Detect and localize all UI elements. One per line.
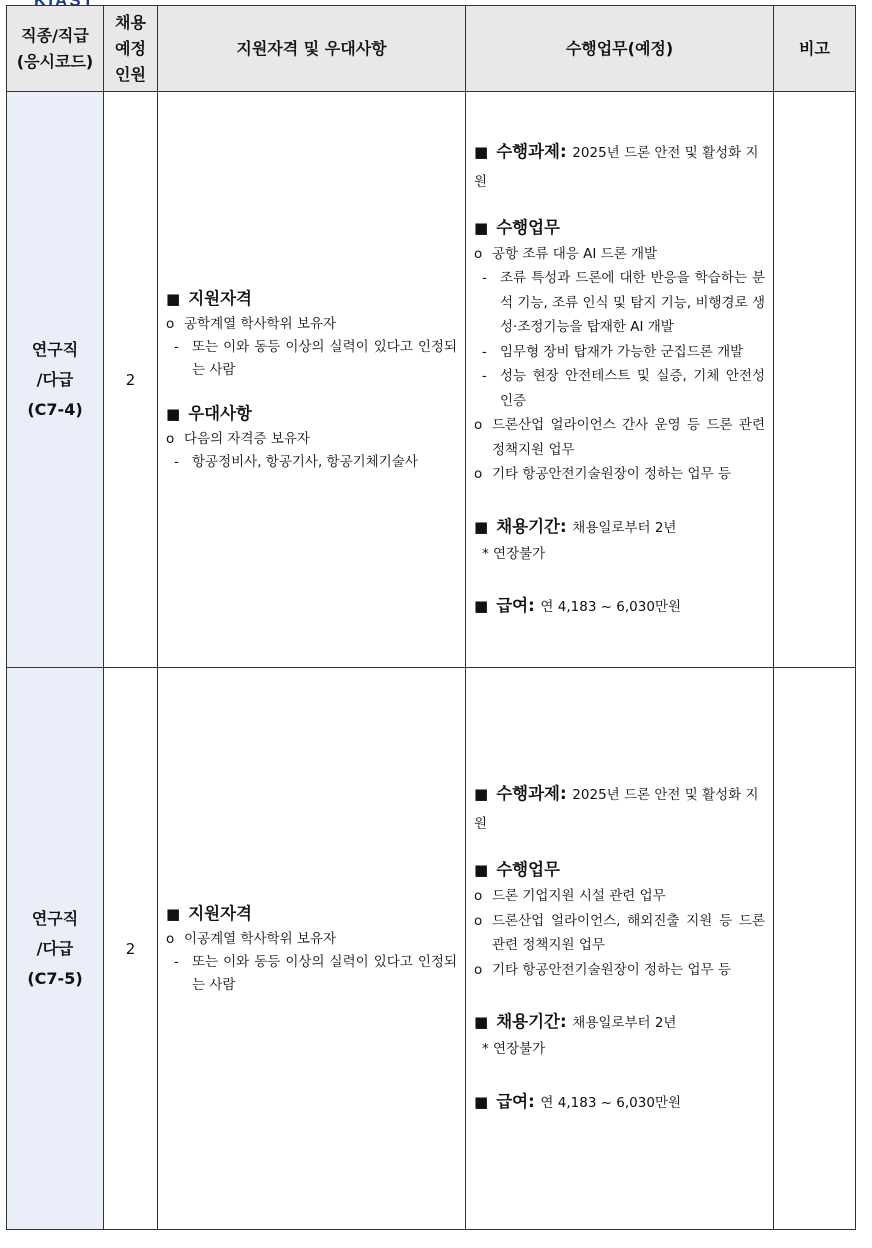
- header-duties: 수행업무(예정): [466, 6, 774, 92]
- header-qualifications: 지원자격 및 우대사항: [158, 6, 466, 92]
- headcount-cell: 2: [104, 668, 158, 1230]
- section-heading: ■ 지원자격: [166, 904, 252, 923]
- headcount-cell: 2: [104, 92, 158, 668]
- position-code-cell: 연구직 /다급 (C7-5): [7, 668, 104, 1230]
- work-list: [474, 242, 765, 487]
- period-line: ■ 채용기간: 채용일로부터 2년: [474, 516, 677, 536]
- section-heading: ■ 수행업무: [474, 860, 560, 880]
- list-item: [474, 958, 765, 983]
- qualification-cell: [158, 92, 466, 668]
- position-code-cell: 연구직 /다급 (C7-4): [7, 92, 104, 668]
- duties-cell: [466, 668, 774, 1230]
- bullet-marker: -: [482, 368, 487, 385]
- remarks-cell: [774, 92, 856, 668]
- list-item-text: 조류 특성과 드론에 대한 반응을 학습하는 분석 기능, 조류 인식 및 탐지 기능, 비행경로 생성·조정기능을 탑재한 AI 개발: [500, 270, 765, 336]
- bullet-marker: o: [474, 888, 483, 905]
- remarks-cell: [774, 668, 856, 1230]
- task-line: ■ 수행과제: 2025년 드론 안전 및 활성화 지원: [474, 784, 759, 833]
- list-item: [474, 884, 765, 909]
- list-item: o 공학계열 학사학위 보유자: [166, 316, 337, 332]
- duties-cell: [466, 92, 774, 668]
- list-item-text: 기타 항공안전기술원장이 정하는 업무 등: [492, 961, 731, 978]
- recruitment-table: [6, 5, 856, 1230]
- period-line: ■ 채용기간: 채용일로부터 2년: [474, 1012, 677, 1032]
- list-item: [474, 364, 765, 413]
- salary-line: ■ 급여: 연 4,183 ~ 6,030만원: [474, 1091, 682, 1111]
- header-position-code: 직종/직급 (응시코드): [7, 6, 104, 92]
- bullet-marker: o: [474, 417, 483, 434]
- list-item: - 항공정비사, 항공기사, 항공기체기술사: [174, 454, 418, 470]
- list-item: o 다음의 자격증 보유자: [166, 431, 310, 447]
- qualification-cell: [158, 668, 466, 1230]
- list-item: [474, 340, 765, 365]
- list-item: [474, 462, 765, 487]
- table-row: [7, 668, 856, 1230]
- section-heading: ■ 우대사항: [166, 404, 252, 423]
- header-remarks: 비고: [774, 6, 856, 92]
- list-item: [474, 266, 765, 340]
- list-item: o 이공계열 학사학위 보유자: [166, 931, 337, 947]
- list-item: [474, 909, 765, 958]
- bullet-marker: o: [474, 466, 483, 483]
- list-item-text: 기타 항공안전기술원장이 정하는 업무 등: [492, 466, 731, 483]
- list-item: - 또는 이와 동등 이상의 실력이 있다고 인정되는 사람: [174, 954, 457, 993]
- section-heading: ■ 지원자격: [166, 289, 252, 308]
- list-item: - 또는 이와 동등 이상의 실력이 있다고 인정되는 사람: [174, 339, 457, 378]
- list-item-text: 드론 기업지원 시설 관련 업무: [492, 888, 666, 905]
- header-headcount: 채용 예정 인원: [104, 6, 158, 92]
- section-heading: ■ 수행업무: [474, 217, 560, 237]
- period-note: * 연장불가: [482, 1041, 546, 1058]
- bullet-marker: -: [482, 270, 487, 287]
- period-note: * 연장불가: [482, 545, 546, 562]
- list-item-text: 성능 현장 안전테스트 및 실증, 기체 안전성 인증: [500, 368, 765, 409]
- salary-line: ■ 급여: 연 4,183 ~ 6,030만원: [474, 596, 682, 616]
- bullet-marker: -: [482, 343, 487, 360]
- list-item-text: 공항 조류 대응 AI 드론 개발: [492, 245, 658, 262]
- list-item-text: 임무형 장비 탑재가 가능한 군집드론 개발: [500, 343, 744, 360]
- list-item: [474, 242, 765, 267]
- bullet-marker: o: [474, 245, 483, 262]
- list-item: [474, 413, 765, 462]
- bullet-marker: o: [474, 912, 483, 929]
- table-row: [7, 92, 856, 668]
- header-row: [7, 6, 856, 92]
- list-item-text: 드론산업 얼라이언스 간사 운영 등 드론 관련 정책지원 업무: [492, 417, 765, 458]
- list-item-text: 드론산업 얼라이언스, 해외진출 지원 등 드론 관련 정책지원 업무: [492, 912, 765, 954]
- bullet-marker: o: [474, 961, 483, 978]
- task-line: ■ 수행과제: 2025년 드론 안전 및 활성화 지원: [474, 141, 759, 190]
- work-list: [474, 884, 765, 982]
